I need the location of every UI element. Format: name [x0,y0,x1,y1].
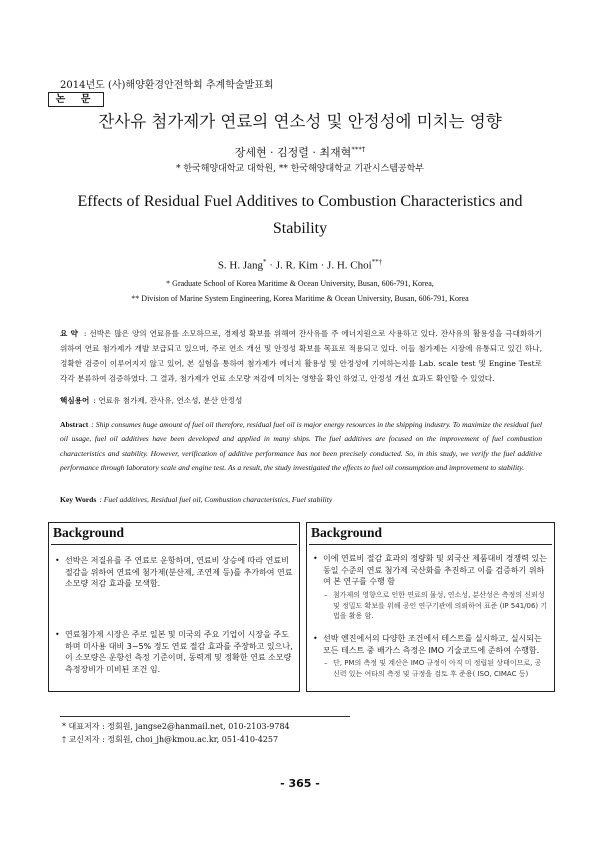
conference-header: 2014년도 (사)해양환경안전학회 추계학술발표회 [60,80,274,91]
bullet-icon: • [313,634,318,643]
panel-left-item-1-text: 선박은 저질유를 주 연료로 운항하며, 연료비 상승에 따라 연료비 절감을 위하여 연료에 첨가제(분산제, 조연제 등)를 추가하여 연료 소모량 저감 효과를 모색함. [65,556,293,588]
dash-icon: – [324,659,328,667]
affiliation-korean: * 한국해양대학교 대학원, ** 한국해양대학교 기관시스템공학부 [175,164,425,174]
footnote-2: † 교신저자 : 정회원, choi_jh@kmou.ac.kr, 051-410-4257 [62,735,279,744]
keywords-ko-text: : 연료유 첨가제, 잔사유, 연소성, 분산 안정성 [93,396,243,405]
panel-right-heading: Background [311,525,383,540]
title-korean: 잔사유 첨가제가 연료의 연소성 및 안정성에 미치는 영향 [98,112,502,131]
authors-korean [0,144,600,160]
panel-left-heading: Background [53,525,125,540]
panel-left-item-2 [55,629,293,675]
panel-right-sub-1 [324,590,548,622]
paper-type-tag: 논 문 [48,92,104,107]
panel-left-item-1 [55,555,293,590]
abstract-english [60,418,542,475]
footnote-1: * 대표저자 : 정회원, jangse2@hanmail.net, 010-2103-9784 [62,722,290,731]
author-1-mark: * [263,258,267,266]
panel-right-item-1 [313,553,548,588]
abstract-en-label: Abstract [60,420,89,429]
affiliation-english-1: * Graduate School of Korea Maritime & Ocean University, Busan, 606-791, Korea, [166,279,434,288]
background-panel-right [306,522,555,692]
panel-right-sub-2 [324,658,548,679]
panel-right-sub-1-text: 첨가제의 영향으로 인한 연료의 물성, 연소성, 분산성은 측정의 신뢰성 및 정밀도 확보를 위해 공인 연구기관에 의뢰하여 표준 (IP 541/06) 기법을 활용 함. [333,591,548,620]
bullet-icon: • [55,556,60,565]
authors-english [0,258,600,272]
author-3-mark: **† [371,258,383,266]
abstract-korean [60,326,542,386]
author-names-ko: 장세현 · 김정렬 · 최재혁 [234,146,352,159]
panel-right-item-2 [313,633,548,656]
panel-right-sub-2-text: 단, PM의 측정 및 계산은 IMO 규정이 아직 미 정립된 상태이므로, 공신력 있는 여타의 측정 및 규정을 검토 후 준용( ISO, CIMAC 등) [333,659,542,678]
dash-icon: – [324,591,328,599]
abstract-ko-text: : 선박은 많은 양의 연료유를 소모하므로, 경제성 확보를 위해여 잔사유를 주 에너지원으로 사용하고 있다. 잔사유의 활용성을 극대화하기 위하여 연료 첨가제가 개발 보급되고 있으며, 주로 연소 개선 및 안정성 확보를 목표로 적용되고 있다. 이들 첨가제는 시장에 유통되고 있긴 하나, 정확한 검증이 이루어지지 않고 있어, 본 실험을 통하여 첨가제가 에너지 활용성 및 안정성에 기여하는지를 Lab. scale test 및 Engine Test로 각각 분류하여 검증하였다. 그 결과, 첨가제가 연료 소모량 저감에 미치는 영향을 확인 하였고, 안정성 개선 효과도 확인할 수 있었다. [60,329,542,383]
page-number: - 365 - [280,777,320,790]
affiliation-english-2: ** Division of Marine System Engineering, Korea Maritime & Ocean University, Busan, 606-791, Korea [131,294,469,303]
keywords-en-text: : Fuel additives, Residual fuel oil, Combustion characteristics, Fuel stability [99,495,333,504]
abstract-ko-label: 요 약 [60,329,78,338]
panel-left-item-2-text: 연료첨가제 시장은 주로 일본 및 미국의 주요 기업이 시장을 주도하며 미사용 대비 3~5% 정도 연료 절감 효과를 주장하고 있으나, 이 소모량은 운항선 측정 기준이며, 동력계 및 정확한 연료 소모량 측정장비가 미비된 조건 임. [65,630,293,674]
background-panel-left [48,522,300,692]
title-english [40,188,560,242]
abstract-en-text: : Ship consumes huge amount of fuel oil therefore, residual fuel oil is major energy resources in the shipping industry. To maximize the residual fuel oil usage, fuel oil additives have been developed and applied in many ships. The fuel additives are focused on the improvement of fuel combustion characteristics and stability. However, verification of additive performance has not been precisely conducted. So, in this study, we verify the fuel additive performance through laboratory scale and engine test. As a result, the study investigated the effects to fuel oil consumption and improvement to stability. [60,420,542,472]
title-english-line-1: Effects of Residual Fuel Additives to Combustion Characteristics and [77,193,523,210]
keywords-korean [60,395,242,406]
bullet-icon: • [55,630,60,639]
panel-right-item-2-text: 선박 엔진에서의 다양한 조건에서 테스트를 실시하고, 실시되는 모든 테스트 중 배가스 측정은 IMO 기술코드에 준하여 수행함. [323,634,542,655]
bullet-icon: • [313,554,318,563]
title-english-line-2: Stability [272,220,328,237]
author-mark-1: * [351,145,355,154]
footnote-divider [60,716,350,717]
panel-left-divider [51,544,297,545]
author-mark-2: **† [354,145,366,154]
keywords-english [60,495,332,504]
authors-rest-en: · J. R. Kim · J. H. Choi [266,259,372,272]
panel-right-item-1-text: 이에 연료비 절감 효과의 정량화 및 외국산 제품대비 경쟁력 있는 동일 수준의 연료 첨가제 국산화를 추진하고 이를 검증하기 위하여 본 연구를 수행 함 [323,554,547,586]
keywords-en-label: Key Words [60,495,97,504]
author-1-en: S. H. Jang [217,259,264,272]
keywords-ko-label: 핵심용어 [60,396,90,405]
panel-right-divider [309,544,552,545]
